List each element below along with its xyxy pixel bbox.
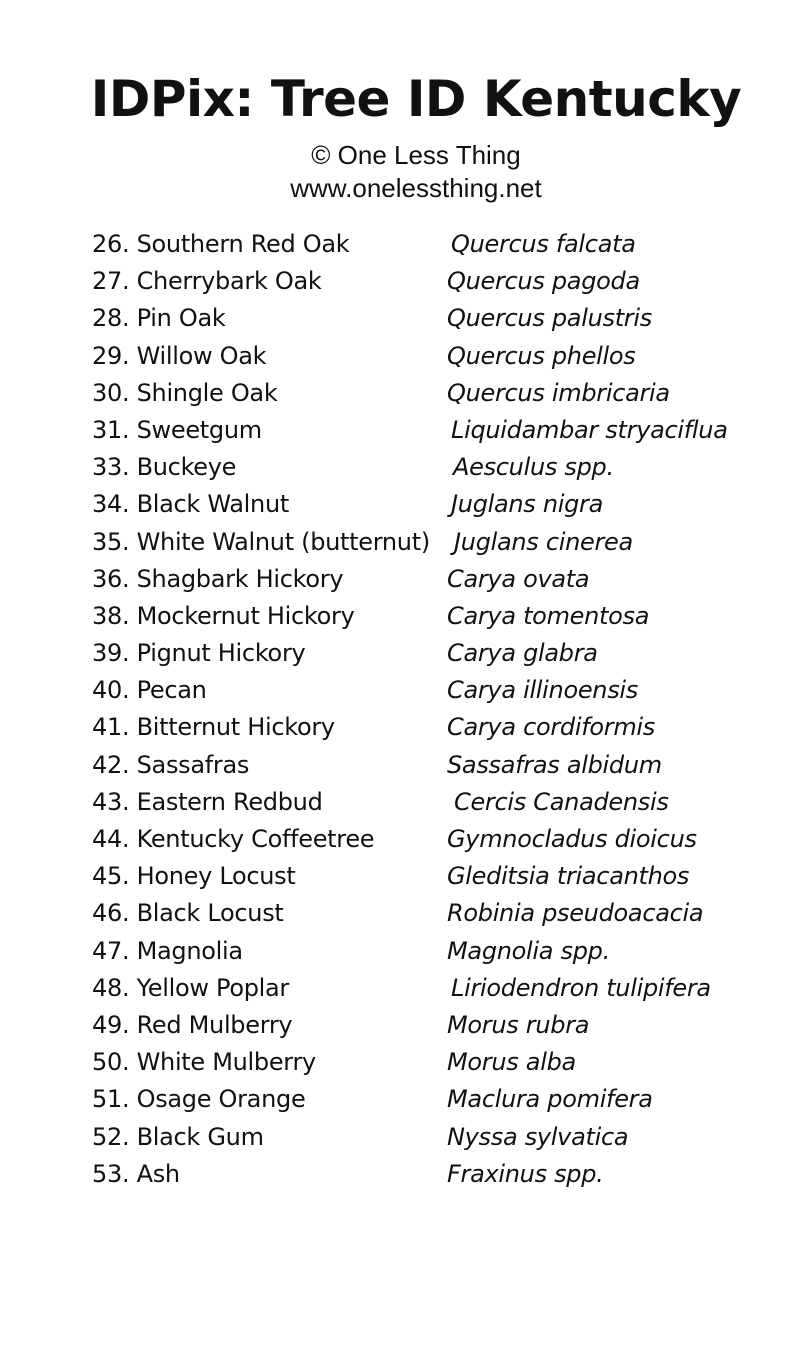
list-item (92, 1081, 772, 1118)
list-item (92, 747, 772, 784)
tree-list (92, 226, 772, 1193)
scientific-name: Carya ovata (447, 564, 590, 593)
common-name: 44. Kentucky Coffeetree (92, 825, 375, 853)
list-item (92, 561, 772, 598)
list-item (92, 449, 772, 486)
scientific-name: Juglans nigra (451, 490, 604, 519)
list-item (92, 338, 772, 375)
scientific-name: Liriodendron tulipifera (451, 973, 711, 1002)
scientific-name: Carya cordiformis (447, 713, 655, 742)
scientific-name: Morus alba (447, 1048, 576, 1077)
scientific-name: Quercus palustris (447, 304, 652, 333)
common-name: 50. White Mulberry (92, 1048, 316, 1077)
list-item (92, 226, 772, 263)
common-name: 33. Buckeye (92, 453, 237, 482)
common-name: 49. Red Mulberry (92, 1010, 293, 1039)
scientific-name: Juglans cinerea (454, 527, 633, 556)
list-item (92, 1044, 772, 1081)
list-item (92, 1119, 772, 1156)
scientific-name: Quercus pagoda (447, 267, 640, 296)
common-name: 40. Pecan (92, 676, 207, 705)
common-name: 46. Black Locust (92, 899, 284, 928)
scientific-name: Morus rubra (447, 1010, 590, 1039)
list-item (92, 1156, 772, 1193)
list-item (92, 709, 772, 746)
common-name: 53. Ash (92, 1159, 180, 1188)
list-item (92, 970, 772, 1007)
common-name: 42. Sassafras (92, 750, 250, 779)
common-name: 35. White Walnut (butternut) (92, 527, 430, 556)
scientific-name: Carya tomentosa (447, 601, 650, 630)
scientific-name: Carya glabra (447, 639, 598, 668)
common-name: 43. Eastern Redbud (92, 787, 323, 816)
common-name: 45. Honey Locust (92, 862, 296, 891)
common-name: 39. Pignut Hickory (92, 639, 306, 668)
scientific-name: Nyssa sylvatica (447, 1122, 629, 1151)
list-item (92, 858, 772, 895)
list-item (92, 598, 772, 635)
list-item (92, 821, 772, 858)
list-item (92, 263, 772, 300)
scientific-name: Maclura pomifera (447, 1085, 653, 1114)
list-item (92, 635, 772, 672)
scientific-name: Cercis Canadensis (454, 787, 669, 816)
common-name: 31. Sweetgum (92, 415, 262, 444)
list-item (92, 375, 772, 412)
scientific-name: Quercus falcata (451, 230, 636, 258)
scientific-name: Aesculus spp. (453, 453, 614, 482)
scientific-name: Quercus phellos (447, 341, 636, 370)
scientific-name: Magnolia spp. (447, 936, 610, 965)
scientific-name: Sassafras albidum (447, 750, 662, 779)
common-name: 36. Shagbark Hickory (92, 564, 344, 593)
common-name: 26. Southern Red Oak (92, 230, 350, 258)
common-name: 52. Black Gum (92, 1122, 264, 1151)
list-item (92, 784, 772, 821)
common-name: 34. Black Walnut (92, 490, 289, 519)
common-name: 29. Willow Oak (92, 341, 267, 370)
list-item (92, 1007, 772, 1044)
common-name: 30. Shingle Oak (92, 378, 278, 407)
scientific-name: Liquidambar stryaciflua (451, 415, 728, 444)
list-item (92, 300, 772, 337)
list-item (92, 486, 772, 523)
common-name: 48. Yellow Poplar (92, 973, 289, 1002)
common-name: 28. Pin Oak (92, 304, 226, 333)
common-name: 47. Magnolia (92, 936, 243, 965)
scientific-name: Quercus imbricaria (447, 378, 670, 407)
common-name: 38. Mockernut Hickory (92, 601, 355, 630)
list-item (92, 672, 772, 709)
common-name: 27. Cherrybark Oak (92, 267, 322, 296)
common-name: 41. Bitternut Hickory (92, 713, 335, 742)
list-item (92, 895, 772, 932)
list-item (92, 412, 772, 449)
scientific-name: Carya illinoensis (447, 676, 638, 705)
common-name: 51. Osage Orange (92, 1085, 306, 1114)
scientific-name: Gleditsia triacanthos (447, 862, 690, 891)
page-title: IDPix: Tree ID Kentucky (90, 70, 742, 128)
website-address: www.onelessthing.net (290, 173, 542, 203)
list-item (92, 933, 772, 970)
scientific-name: Gymnocladus dioicus (447, 825, 697, 853)
list-item (92, 524, 772, 561)
scientific-name: Robinia pseudoacacia (447, 899, 704, 928)
scientific-name: Fraxinus spp. (447, 1159, 604, 1188)
copyright-notice: © One Less Thing (311, 140, 521, 170)
